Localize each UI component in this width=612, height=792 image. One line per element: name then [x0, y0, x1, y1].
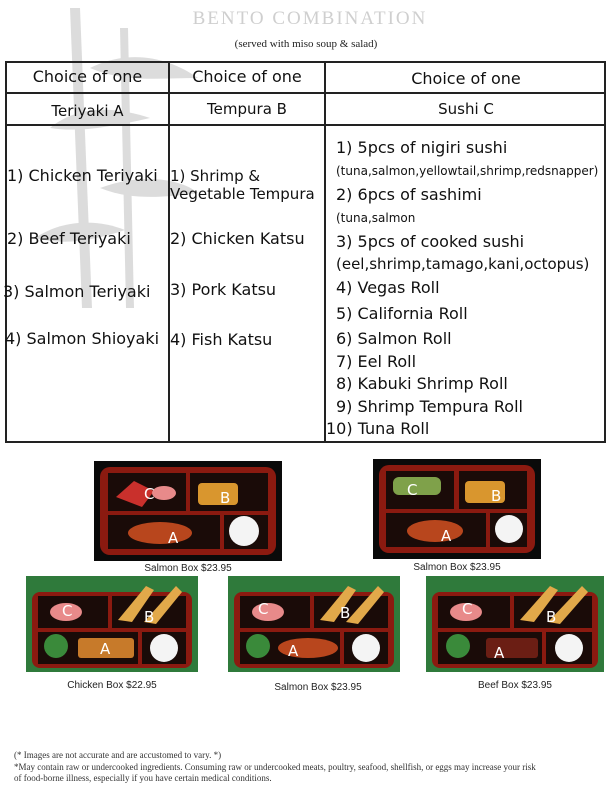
sushi-item: 3) 5pcs of cooked sushi	[336, 232, 525, 251]
sushi-item: 9) Shrimp Tempura Roll	[336, 397, 523, 416]
column-a-heading: Choice of one	[32, 67, 143, 86]
sushi-item: 5) California Roll	[336, 304, 468, 323]
photo-caption: Salmon Box $23.95	[274, 682, 362, 693]
column-a-name: Teriyaki A	[51, 102, 124, 120]
teriyaki-item: 3) Salmon Teriyaki	[3, 282, 151, 301]
food-safety-warning: *May contain raw or undercooked ingredients. Consuming raw or undercooked meats, poultry, seafood, shellfish, or eggs may increase your risk	[14, 762, 536, 772]
photo-caption: Beef Box $23.95	[478, 680, 552, 691]
photo-label-b: B	[340, 604, 351, 622]
photo-label-c: C	[407, 481, 418, 499]
photo-label-c: C	[258, 600, 269, 618]
tempura-item: 4) Fish Katsu	[170, 330, 273, 349]
column-b-heading: Choice of one	[192, 67, 302, 86]
teriyaki-item: 2) Beef Teriyaki	[7, 229, 131, 248]
bento-photo-salmon-box-3	[228, 576, 400, 672]
photo-label-b: B	[546, 608, 557, 626]
tempura-item: Vegetable Tempura	[170, 185, 315, 203]
photo-label-c: C	[462, 600, 473, 618]
bento-photo-salmon-box-1	[94, 461, 282, 561]
sushi-item-detail: (tuna,salmon	[336, 211, 416, 225]
tempura-item: 3) Pork Katsu	[170, 280, 277, 299]
food-safety-warning-cont: of food-borne illness, especially if you have certain medical conditions.	[14, 773, 272, 783]
photo-label-b: B	[220, 489, 231, 507]
photo-label-a: A	[288, 642, 299, 660]
photo-label-b: B	[144, 608, 155, 626]
column-divider	[168, 63, 170, 441]
sushi-item: 1) 5pcs of nigiri sushi	[336, 138, 508, 157]
photo-label-a: A	[100, 640, 111, 658]
tempura-item: 2) Chicken Katsu	[170, 229, 305, 248]
sushi-item-detail: (tuna,salmon,yellowtail,shrimp,redsnapper)	[336, 164, 599, 178]
photo-label-a: A	[168, 529, 179, 547]
sushi-item: 7) Eel Roll	[336, 352, 417, 371]
teriyaki-item: 4) Salmon Shioyaki	[5, 329, 160, 348]
row-divider	[7, 92, 604, 94]
photo-label-a: A	[494, 644, 505, 662]
sushi-item: 6) Salmon Roll	[336, 329, 452, 348]
sushi-item: 4) Vegas Roll	[336, 278, 440, 297]
menu-title: BENTO COMBINATION	[192, 8, 428, 29]
teriyaki-item: 1) Chicken Teriyaki	[7, 166, 158, 185]
column-divider	[324, 63, 326, 441]
sushi-item: 8) Kabuki Shrimp Roll	[336, 374, 508, 393]
row-divider	[7, 124, 604, 126]
photo-label-c: C	[144, 485, 155, 503]
column-b-name: Tempura B	[207, 100, 287, 118]
menu-subtitle: (served with miso soup & salad)	[234, 38, 378, 50]
sushi-item: 2) 6pcs of sashimi	[336, 185, 482, 204]
tempura-item: 1) Shrimp &	[170, 167, 261, 185]
bento-photo-chicken-box	[26, 576, 198, 672]
photo-caption: Salmon Box $23.95	[144, 563, 232, 574]
sushi-item-detail: (eel,shrimp,tamago,kani,octopus)	[336, 255, 590, 273]
column-c-heading: Choice of one	[411, 69, 521, 88]
photo-label-c: C	[62, 602, 73, 620]
photo-label-b: B	[491, 487, 502, 505]
bento-photo-salmon-box-2	[373, 459, 541, 559]
image-disclaimer: (* Images are not accurate and are accustomed to vary. *)	[14, 750, 222, 760]
sushi-item: 10) Tuna Roll	[326, 419, 430, 438]
photo-label-a: A	[441, 527, 452, 545]
bento-menu-table	[5, 61, 606, 443]
bento-photo-beef-box	[426, 576, 604, 672]
column-c-name: Sushi C	[438, 100, 494, 118]
photo-caption: Chicken Box $22.95	[67, 680, 157, 691]
photo-caption: Salmon Box $23.95	[413, 562, 501, 573]
